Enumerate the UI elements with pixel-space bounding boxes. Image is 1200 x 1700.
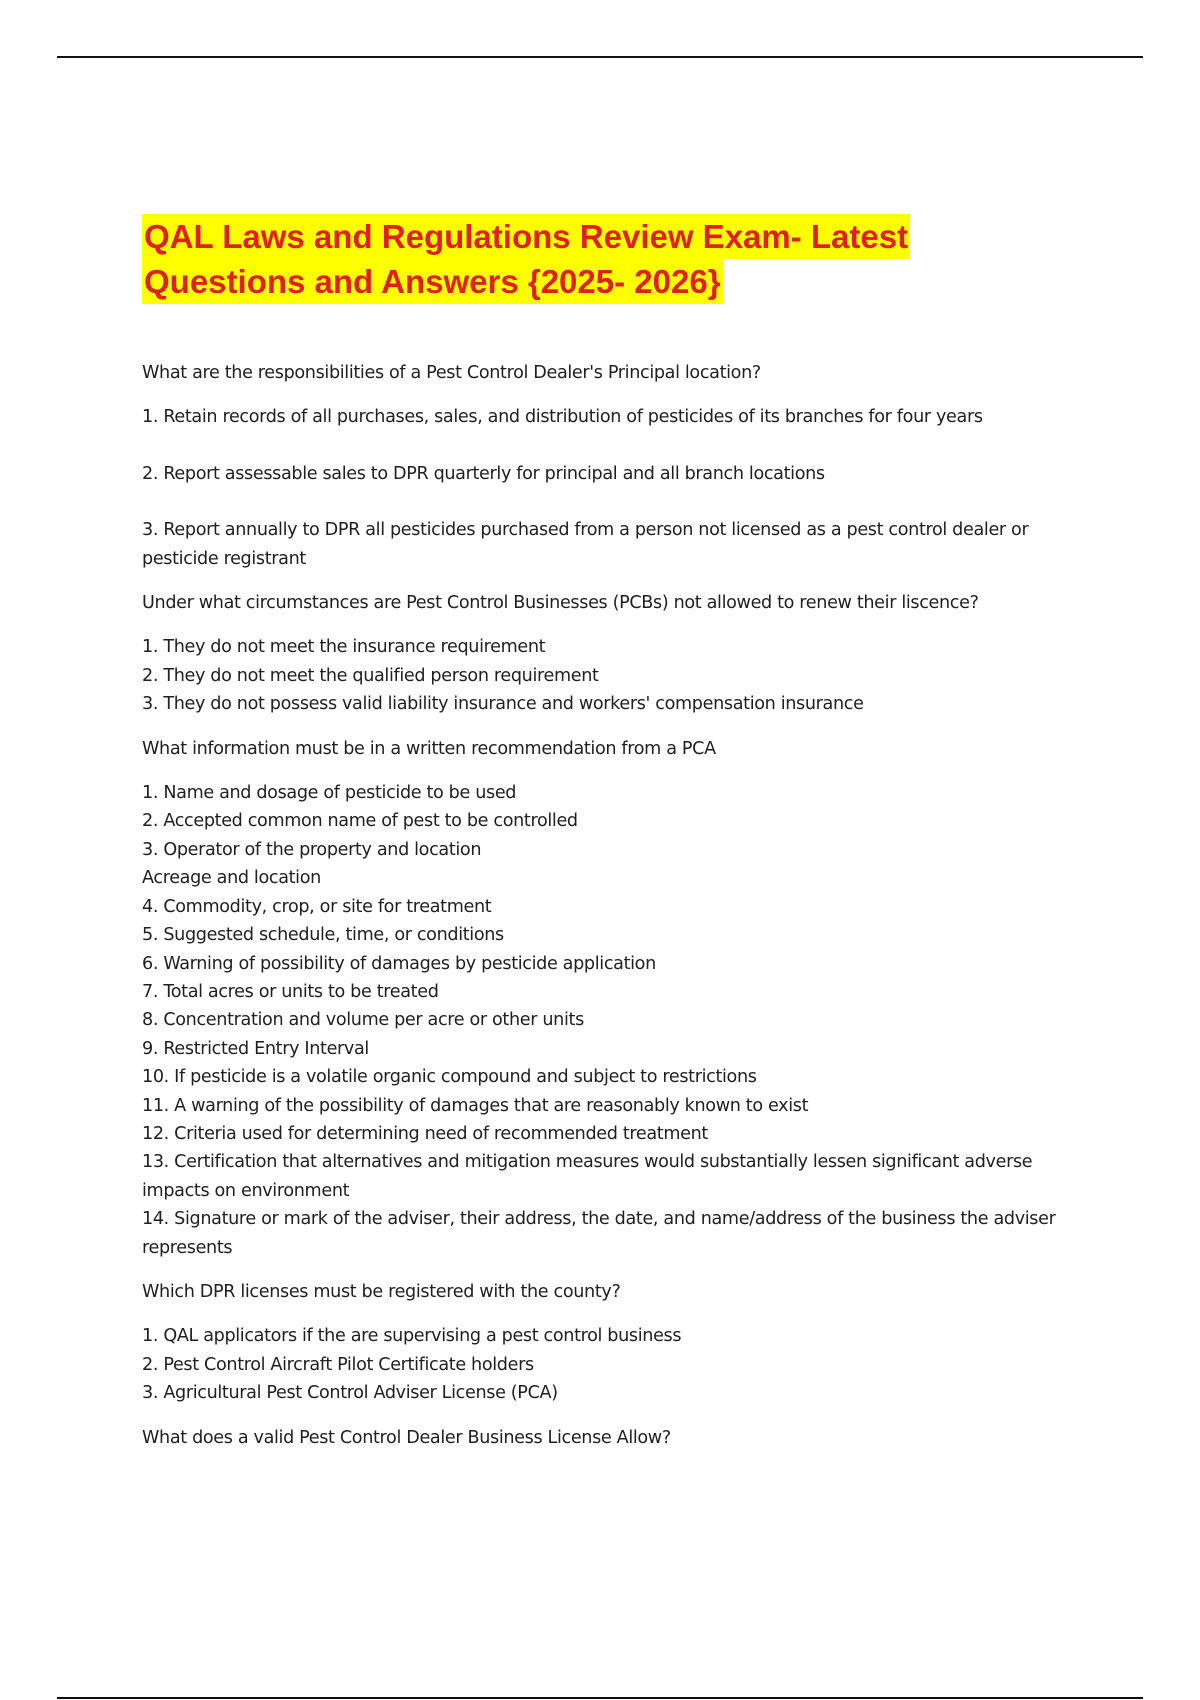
question-5: What does a valid Pest Control Dealer Business License Allow? xyxy=(142,1427,671,1448)
title-line-1: QAL Laws and Regulations Review Exam- Latest xyxy=(142,214,910,259)
answer-1-item-1: 1. Retain records of all purchases, sales, and distribution of pesticides of its branches for four years xyxy=(142,407,983,428)
answer-3-item-8: 7. Total acres or units to be treated xyxy=(142,981,439,1002)
title-line-2: Questions and Answers {2025- 2026} xyxy=(142,259,723,304)
answer-2-item-3: 3. They do not possess valid liability insurance and workers' compensation insurance xyxy=(142,694,864,715)
answer-2-item-1: 1. They do not meet the insurance requirement xyxy=(142,637,546,658)
answer-3-item-10: 9. Restricted Entry Interval xyxy=(142,1038,369,1059)
answer-3-item-15: 14. Signature or mark of the adviser, their address, the date, and name/address of the business the adviser represents xyxy=(142,1209,1056,1258)
answer-1-item-2: 2. Report assessable sales to DPR quarterly for principal and all branch locations xyxy=(142,463,825,484)
document-title xyxy=(142,214,1082,304)
answer-3-item-6: 5. Suggested schedule, time, or conditions xyxy=(142,925,504,946)
answer-4-item-2: 2. Pest Control Aircraft Pilot Certificate holders xyxy=(142,1354,534,1375)
answer-1-item-3: 3. Report annually to DPR all pesticides purchased from a person not licensed as a pest control dealer or pesticide registrant xyxy=(142,520,1029,569)
answer-3-item-5: 4. Commodity, crop, or site for treatment xyxy=(142,896,492,917)
answer-3-item-9: 8. Concentration and volume per acre or other units xyxy=(142,1010,584,1031)
qa-section xyxy=(142,359,1082,1452)
answer-3-item-13: 12. Criteria used for determining need of recommended treatment xyxy=(142,1123,708,1144)
answer-3-item-2: 2. Accepted common name of pest to be controlled xyxy=(142,811,578,832)
question-4: Which DPR licenses must be registered with the county? xyxy=(142,1281,621,1302)
answer-2-item-2: 2. They do not meet the qualified person requirement xyxy=(142,665,599,686)
top-rule xyxy=(57,56,1143,58)
question-1: What are the responsibilities of a Pest Control Dealer's Principal location? xyxy=(142,363,761,383)
answer-3-item-14: 13. Certification that alternatives and mitigation measures would substantially lessen significant adverse impacts on environment xyxy=(142,1152,1033,1201)
answer-4-item-1: 1. QAL applicators if the are supervising a pest control business xyxy=(142,1326,682,1347)
answer-4-item-3: 3. Agricultural Pest Control Adviser License (PCA) xyxy=(142,1383,558,1404)
answer-3-item-11: 10. If pesticide is a volatile organic compound and subject to restrictions xyxy=(142,1067,757,1088)
question-2: Under what circumstances are Pest Control Businesses (PCBs) not allowed to renew their liscence? xyxy=(142,593,979,614)
document-body xyxy=(142,214,1082,1452)
answer-3-item-7: 6. Warning of possibility of damages by pesticide application xyxy=(142,953,656,974)
answer-3-item-12: 11. A warning of the possibility of damages that are reasonably known to exist xyxy=(142,1095,809,1116)
answer-3-item-1: 1. Name and dosage of pesticide to be used xyxy=(142,783,517,804)
question-3: What information must be in a written recommendation from a PCA xyxy=(142,738,716,759)
answer-3-item-3: 3. Operator of the property and location xyxy=(142,839,482,860)
answer-3-item-4: Acreage and location xyxy=(142,868,321,889)
bottom-rule xyxy=(57,1697,1143,1699)
